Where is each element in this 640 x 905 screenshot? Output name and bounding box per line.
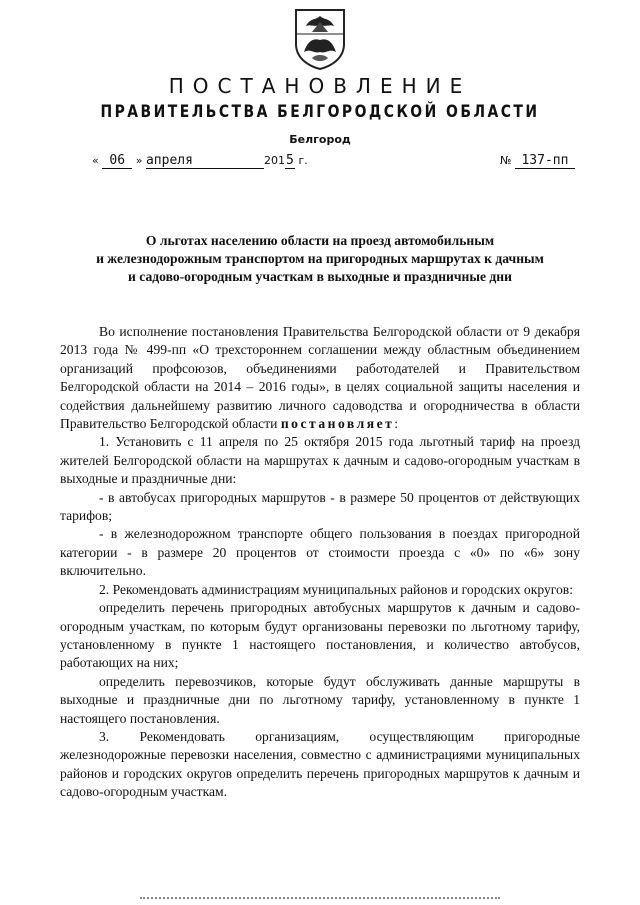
document-heading — [60, 232, 580, 286]
body-paragraph: определить перевозчиков, которые будут обслуживать данные маршруты в выходные и праздничные дни по льготному тарифу, установленному в пункте 1 настоящего постановления. — [60, 673, 580, 726]
coat-of-arms-emblem — [292, 8, 348, 70]
date-year-prefix: 201 — [263, 154, 285, 167]
issuing-authority: ПРАВИТЕЛЬСТВА БЕЛГОРОДСКОЙ ОБЛАСТИ — [100, 102, 540, 122]
body-paragraph: определить перечень пригородных автобусных маршрутов к дачным и садово-огородным участкам, по которым будут организованы перевозки по льготному тарифу, установленному в пункте 1 настоящего постановления, и количество автобусов, работающих на них; — [60, 600, 580, 671]
date-year-abbrev: г. — [298, 154, 308, 167]
heading-line: и садово-огородным участкам в выходные и праздничные дни — [128, 269, 512, 284]
city-name: Белгород — [289, 133, 351, 146]
body-paragraph: 2. Рекомендовать администрациям муниципальных районов и городских округов: — [99, 581, 573, 597]
document-body — [60, 323, 580, 802]
date-close-quote: » — [135, 154, 143, 167]
resolves-colon: : — [394, 416, 399, 432]
number-label: № — [500, 154, 512, 167]
date-open-quote: « — [92, 154, 99, 167]
date-day: 06 — [102, 153, 132, 169]
date-month: апреля — [146, 153, 264, 169]
heading-line: и железнодорожным транспортом на пригородных маршрутах к дачным — [96, 251, 544, 266]
body-paragraph: 1. Установить с 11 апреля по 25 октября 2015 года льготный тариф на проезд жителей Белгородской области на маршрутах к дачным и садово-огородным участкам в выходные и праздничные дни: — [60, 434, 580, 487]
document-number — [500, 153, 575, 169]
intro-paragraph — [60, 323, 580, 433]
body-paragraph: - в автобусах пригородных маршрутов - в размере 50 процентов от действующих тарифов; — [60, 489, 580, 524]
document-date — [92, 153, 308, 169]
intro-text: Во исполнение постановления Правительства Белгородской области от 9 декабря 2013 года № 499-пп «О трехстороннем соглашении между областным объединением организаций профсоюзов, объединениями работодателей и Правительством Белгородской области на 2014 – 2016 годы», в целях социальной защиты населения и содействия дальнейшему развитию личного садоводства и огородничества в области Правительство Белгородской области — [60, 324, 580, 432]
body-paragraph: - в железнодорожном транспорте общего пользования в поездах пригородной категории - в размере 20 процентов от стоимости проезда с «0» по «6» зону включительно. — [60, 526, 580, 579]
document-type-title: ПОСТАНОВЛЕНИЕ — [168, 74, 472, 98]
number-value: 137-пп — [515, 153, 575, 169]
resolves-word: постановляет — [280, 416, 395, 432]
page-cutoff-edge — [140, 897, 500, 903]
heading-line: О льготах населению области на проезд автомобильным — [145, 233, 495, 248]
body-paragraph: 3. Рекомендовать организациям, осуществляющим пригородные железнодорожные перевозки населения, совместно с администрациями муниципальных районов и городских округов определить перечень пригородных маршрутов к дачным и садово-огородным участкам. — [60, 728, 580, 800]
date-year-suffix: 5 — [286, 153, 294, 168]
